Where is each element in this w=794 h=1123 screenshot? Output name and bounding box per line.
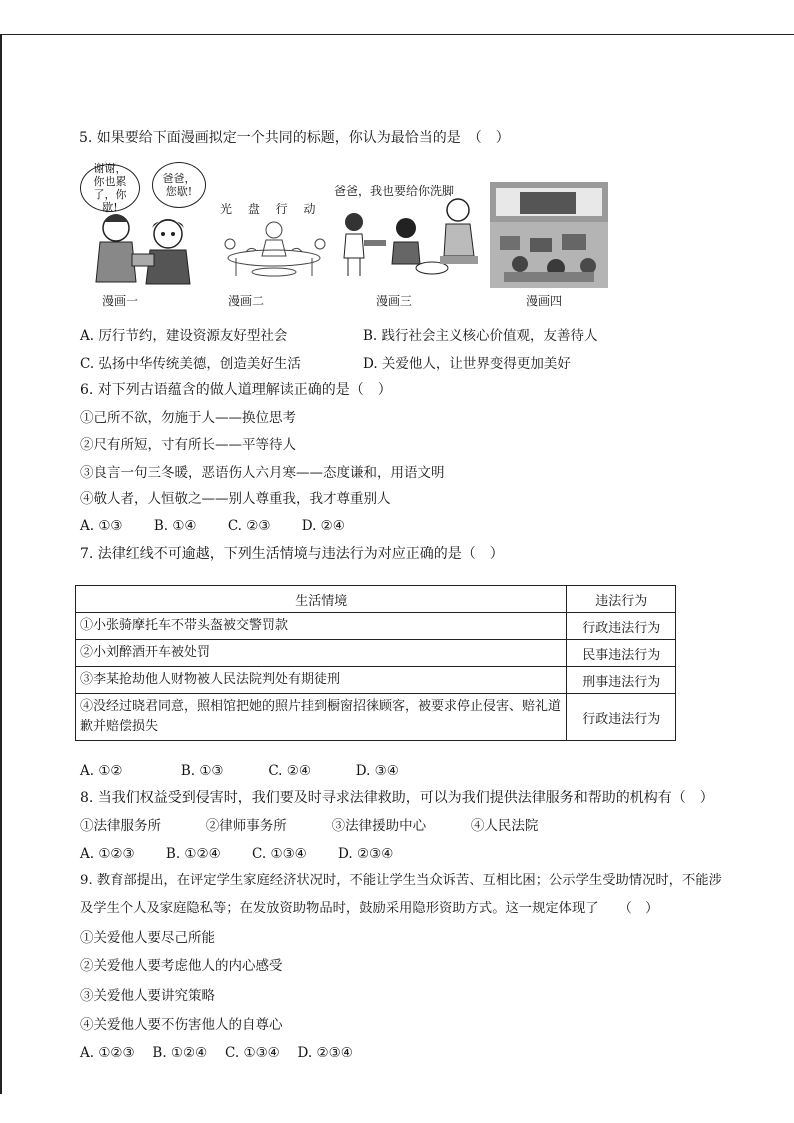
q8-items: ①法律服务所 ②律师事务所 ③法律援助中心 ④人民法院: [80, 818, 539, 834]
table-header-violation: 违法行为: [567, 586, 676, 613]
table-row-3-situation: ③李某抢劫他人财物被人民法院判处有期徒刑: [76, 667, 567, 694]
q5-option-b: B. 践行社会主义核心价值观，友善待人: [363, 328, 598, 344]
table-row-2-violation: 民事违法行为: [567, 640, 676, 667]
comic-caption-3: 漫画三: [376, 294, 413, 308]
page-border-left: [0, 34, 2, 1094]
comic-panel-3: [334, 176, 480, 288]
q5-option-a: A. 厉行节约，建设资源友好型社会: [80, 328, 288, 344]
table-row: [76, 667, 676, 694]
comic-caption-4: 漫画四: [526, 294, 563, 308]
table-row-3-violation: 刑事违法行为: [567, 667, 676, 694]
comic-strip: [78, 162, 618, 288]
comic1-bubble-right-text: 爸爸，您歇!: [162, 172, 196, 198]
table-row-1-situation: ①小张骑摩托车不带头盔被交警罚款: [76, 613, 567, 640]
q5-stem: 5. 如果要给下面漫画拟定一个共同的标题，你认为最恰当的是 （ ）: [79, 130, 510, 146]
q7-stem: 7. 法律红线不可逾越，下列生活情境与违法行为对应正确的是（ ）: [80, 546, 504, 562]
q7-options: A. ①② B. ①③ C. ②④ D. ③④: [80, 763, 399, 779]
q9-item-2: ②关爱他人要考虑他人的内心感受: [80, 958, 283, 974]
comic1-illustration: [78, 176, 206, 288]
comic4-photo: [490, 182, 608, 288]
law-table: [75, 585, 676, 741]
q9-item-4: ④关爱他人要不伤害他人的自尊心: [80, 1017, 283, 1033]
q6-stem: 6. 对下列古语蕴含的做人道理解读正确的是（ ）: [80, 382, 392, 398]
table-row: [76, 640, 676, 667]
table-header-row: [76, 586, 676, 613]
q8-stem: 8. 当我们权益受到侵害时，我们要及时寻求法律救助，可以为我们提供法律服务和帮助的机构有（ ）: [80, 790, 714, 806]
table-row-4-violation: 行政违法行为: [567, 694, 676, 741]
q6-item-1: ①己所不欲，勿施于人——换位思考: [80, 410, 296, 426]
table-row-1-violation: 行政违法行为: [567, 613, 676, 640]
comic-panel-4: [490, 176, 608, 288]
comic-caption-2: 漫画二: [228, 294, 265, 308]
comic-panel-2: [216, 176, 334, 288]
q9-item-3: ③关爱他人要讲究策略: [80, 988, 215, 1004]
comic-caption-1: 漫画一: [102, 294, 139, 308]
comic3-illustration: [340, 176, 480, 288]
q9-stem-line-1: 9. 教育部提出，在评定学生家庭经济状况时，不能让学生当众诉苦、互相比困；公示学生受助情况时，不能涉: [80, 873, 722, 888]
q6-options: A. ①③ B. ①④ C. ②③ D. ②④: [80, 518, 345, 534]
comic2-illustration: [216, 176, 334, 288]
table-row: [76, 613, 676, 640]
comic2-text: 光 盘 行 动: [220, 202, 322, 216]
q5-option-c: C. 弘扬中华传统美德，创造美好生活: [80, 356, 301, 372]
q6-item-4: ④敬人者，人恒敬之——别人尊重我，我才尊重别人: [80, 491, 391, 507]
table-row: [76, 694, 676, 741]
q8-options: A. ①②③ B. ①②④ C. ①③④ D. ②③④: [80, 846, 394, 862]
q6-item-3: ③良言一句三冬暖，恶语伤人六月寒——态度谦和，用语文明: [80, 465, 445, 481]
comic1-bubble-left-text: 谢谢，你也累了，你歇!: [93, 162, 127, 214]
table-header-situation: 生活情境: [76, 586, 567, 613]
comic-panel-1: [78, 162, 206, 288]
table-row-4-situation: ④没经过晓君同意，照相馆把她的照片挂到橱窗招徕顾客，被要求停止侵害、赔礼道歉并赔偿损失: [76, 694, 567, 741]
q5-option-d: D. 关爱他人，让世界变得更加美好: [363, 356, 571, 372]
table-row-2-situation: ②小刘醉酒开车被处罚: [76, 640, 567, 667]
q9-stem-line-2: 及学生个人及家庭隐私等；在发放资助物品时，鼓励采用隐形资助方式。这一规定体现了 （ ）: [80, 901, 659, 916]
comic3-bubble: 爸爸，我也要给你洗脚: [334, 184, 455, 198]
q9-options: A. ①②③ B. ①②④ C. ①③④ D. ②③④: [80, 1045, 353, 1061]
q6-item-2: ②尺有所短，寸有所长——平等待人: [80, 437, 296, 453]
q9-item-1: ①关爱他人要尽己所能: [80, 930, 215, 946]
page-border-top: [0, 34, 794, 35]
